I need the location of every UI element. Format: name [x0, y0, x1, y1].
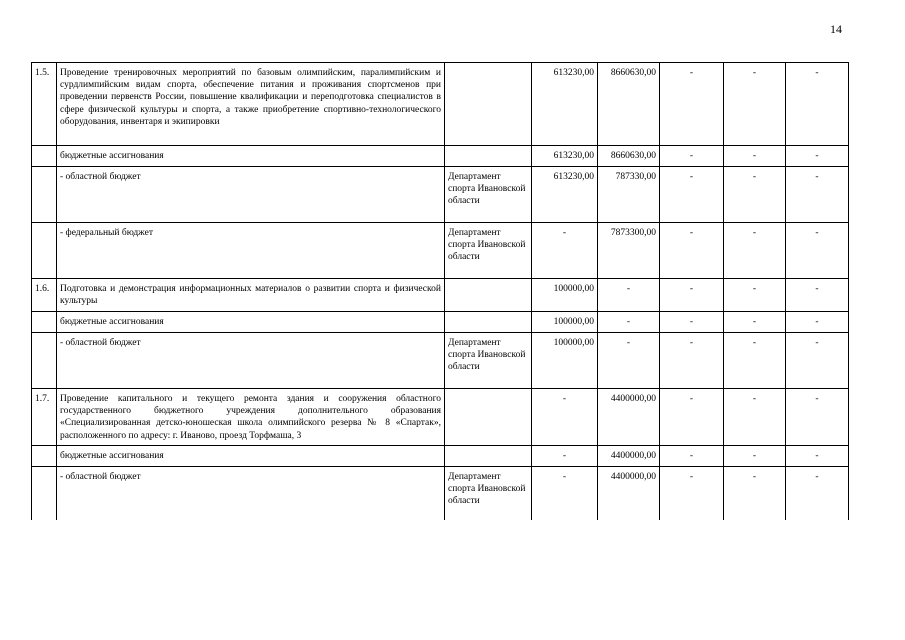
- row-value-4: -: [724, 312, 786, 333]
- row-executor: Департамент спорта Ивановской области: [445, 333, 532, 389]
- row-value-2: 787330,00: [598, 167, 660, 223]
- table-row: [32, 146, 849, 167]
- page-number: 14: [830, 22, 842, 36]
- row-description: - федеральный бюджет: [57, 223, 445, 279]
- row-executor: [445, 446, 532, 467]
- row-value-4: -: [724, 333, 786, 389]
- row-value-5: -: [786, 146, 849, 167]
- row-value-5: -: [786, 279, 849, 312]
- row-number: [32, 312, 57, 333]
- table-row: [32, 223, 849, 279]
- row-value-2: 7873300,00: [598, 223, 660, 279]
- row-value-5: -: [786, 167, 849, 223]
- table-row: [32, 63, 849, 146]
- row-value-3: -: [660, 389, 724, 446]
- row-description: бюджетные ассигнования: [57, 446, 445, 467]
- row-value-2: 4400000,00: [598, 389, 660, 446]
- row-value-4: -: [724, 167, 786, 223]
- table-row: [32, 446, 849, 467]
- row-value-2: 8660630,00: [598, 146, 660, 167]
- row-value-5: -: [786, 467, 849, 521]
- row-value-2: -: [598, 333, 660, 389]
- row-description: Подготовка и демонстрация информационных материалов о развитии спорта и физической культуры: [57, 279, 445, 312]
- row-description: - областной бюджет: [57, 333, 445, 389]
- row-description: Проведение тренировочных мероприятий по базовым олимпийским, паралимпийским и сурдлимпийским видам спорта, обеспечение питания и проживания спортсменов при проведении первенств России, повышение квалификации и переподготовка специалистов в сфере физической культуры и спорта, а также приобретение спортивно-технологического оборудования, инвентаря и экипировки: [57, 63, 445, 146]
- row-value-2: -: [598, 279, 660, 312]
- row-description: - областной бюджет: [57, 167, 445, 223]
- table-row: [32, 279, 849, 312]
- table-row: [32, 333, 849, 389]
- row-description: бюджетные ассигнования: [57, 312, 445, 333]
- row-value-3: -: [660, 446, 724, 467]
- row-value-4: -: [724, 63, 786, 146]
- row-value-3: -: [660, 333, 724, 389]
- row-value-3: -: [660, 146, 724, 167]
- row-number: [32, 333, 57, 389]
- row-value-2: 4400000,00: [598, 467, 660, 521]
- row-value-1: -: [532, 389, 598, 446]
- row-description: - областной бюджет: [57, 467, 445, 521]
- row-value-5: -: [786, 63, 849, 146]
- row-value-4: -: [724, 389, 786, 446]
- row-value-3: -: [660, 63, 724, 146]
- row-description: Проведение капитального и текущего ремонта здания и сооружения областного государственного бюджетного учреждения дополнительного образования «Специализированная детско-юношеская школа олимпийского резерва № 8 «Спартак», расположенного по адресу: г. Иваново, проезд Торфмаша, 3: [57, 389, 445, 446]
- row-number: 1.6.: [32, 279, 57, 312]
- row-description: бюджетные ассигнования: [57, 146, 445, 167]
- row-value-5: -: [786, 333, 849, 389]
- row-executor: [445, 63, 532, 146]
- row-value-1: 100000,00: [532, 312, 598, 333]
- row-value-5: -: [786, 312, 849, 333]
- row-value-4: -: [724, 446, 786, 467]
- row-value-1: 100000,00: [532, 333, 598, 389]
- row-executor: [445, 279, 532, 312]
- row-value-4: -: [724, 146, 786, 167]
- table-row: [32, 167, 849, 223]
- row-value-3: -: [660, 467, 724, 521]
- row-value-3: -: [660, 312, 724, 333]
- row-number: 1.5.: [32, 63, 57, 146]
- row-value-5: -: [786, 389, 849, 446]
- row-number: [32, 223, 57, 279]
- budget-table: [31, 62, 849, 520]
- row-value-1: 613230,00: [532, 146, 598, 167]
- row-value-2: -: [598, 312, 660, 333]
- row-value-4: -: [724, 223, 786, 279]
- row-executor: Департамент спорта Ивановской области: [445, 223, 532, 279]
- row-value-1: 613230,00: [532, 63, 598, 146]
- row-number: 1.7.: [32, 389, 57, 446]
- row-value-1: -: [532, 223, 598, 279]
- row-executor: Департамент спорта Ивановской области: [445, 467, 532, 521]
- row-number: [32, 446, 57, 467]
- row-value-3: -: [660, 223, 724, 279]
- row-executor: [445, 389, 532, 446]
- row-executor: Департамент спорта Ивановской области: [445, 167, 532, 223]
- table-row: [32, 312, 849, 333]
- row-number: [32, 467, 57, 521]
- row-value-4: -: [724, 279, 786, 312]
- row-value-1: 100000,00: [532, 279, 598, 312]
- row-value-2: 8660630,00: [598, 63, 660, 146]
- row-value-5: -: [786, 223, 849, 279]
- table-row: [32, 467, 849, 521]
- row-number: [32, 146, 57, 167]
- row-value-4: -: [724, 467, 786, 521]
- row-value-1: -: [532, 467, 598, 521]
- row-value-2: 4400000,00: [598, 446, 660, 467]
- row-value-3: -: [660, 167, 724, 223]
- row-value-5: -: [786, 446, 849, 467]
- row-value-3: -: [660, 279, 724, 312]
- row-executor: [445, 146, 532, 167]
- table-row: [32, 389, 849, 446]
- row-value-1: 613230,00: [532, 167, 598, 223]
- row-number: [32, 167, 57, 223]
- row-value-1: -: [532, 446, 598, 467]
- row-executor: [445, 312, 532, 333]
